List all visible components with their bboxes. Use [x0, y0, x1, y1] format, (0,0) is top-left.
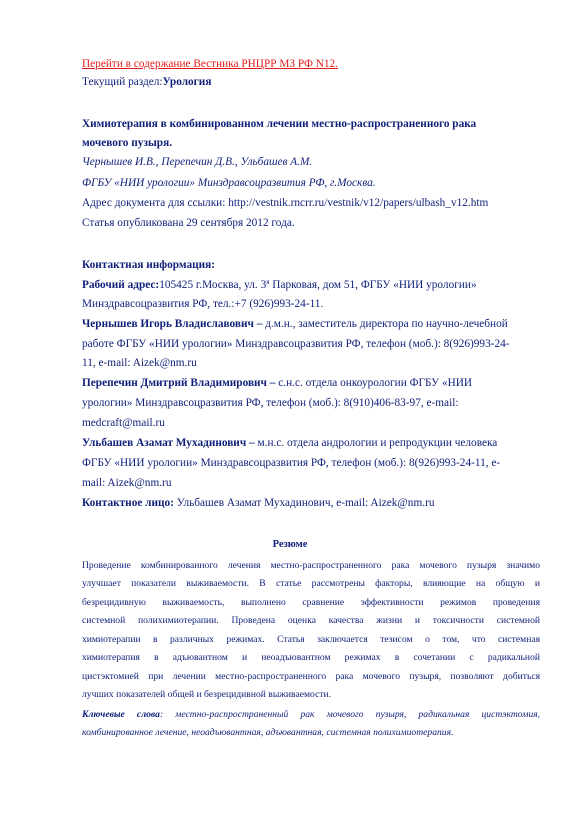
abstract-line: химиотерапии в различных режимах. Статья заключается тезисом о том, что системная: [82, 634, 540, 645]
person-1-line-3: 11, e-mail: Aizek@nm.ru: [82, 357, 197, 369]
abstract-line: лучших показателей общей и безрецидивной выживаемости.: [82, 689, 332, 700]
person-2-line-2: урологии» Минздравсоцразвития РФ, телефон (моб.): 8(910)406-83-97, e-mail:: [82, 397, 459, 409]
work-address-sup: я: [266, 278, 270, 286]
work-address-line-1: [82, 278, 477, 292]
person-1-name: Чернышев Игорь Владиславович –: [82, 318, 263, 330]
contact-person-text: Ульбашев Азамат Мухадинович, e-mail: Aizek@nm.ru: [173, 497, 435, 509]
abstract-line: химиотерапия в адъювантном и неоадъювантном режимах в сочетании с радикальной: [82, 652, 540, 663]
work-address-text-2: Парковая, дом 51, ФГБУ «НИИ урологии»: [269, 279, 477, 291]
person-1-role: д.м.н., заместитель директора по научно-лечебной: [262, 318, 508, 330]
person-1-line-2: работе ФГБУ «НИИ урологии» Минздравсоцразвития РФ, телефон (моб.): 8(926)993-24-: [82, 338, 510, 350]
article-authors: Чернышев И.В., Перепечин Д.В., Ульбашев А.М.: [82, 156, 313, 168]
article-title-line-1: Химиотерапия в комбинированном лечении местно-распространенного рака: [82, 118, 477, 130]
abstract-line: улучшает показатели выживаемости. В статье рассмотрены факторы, влияющие на общую и: [82, 578, 540, 589]
abstract-heading: Резюме: [272, 539, 308, 550]
work-address-text: 105425 г.Москва, ул. 3: [159, 279, 267, 291]
abstract-line: цистэктомией при лечении местно-распространенного рака мочевого пузыря, позволяют добиться: [82, 671, 540, 682]
abstract-line: системной полихимиотерапии. Проведена оценка качества жизни и токсичности системной: [82, 615, 540, 626]
document-address: Адрес документа для ссылки: http://vestnik.rncrr.ru/vestnik/v12/papers/ulbash_v12.htm: [82, 197, 489, 209]
current-section: [82, 75, 211, 89]
abstract-line: безрецидивную выживаемость, выполнено сравнение эффективности режимов проведения: [82, 597, 540, 608]
contact-person-label: Контактное лицо:: [82, 497, 174, 509]
contacts-heading: Контактная информация:: [82, 259, 216, 271]
contact-person: [82, 496, 434, 510]
article-affiliation: ФГБУ «НИИ урологии» Минздравсоцразвития РФ, г.Москва.: [82, 177, 376, 189]
work-address-label: Рабочий адрес:: [82, 279, 160, 291]
person-2-role: с.н.с. отдела онкоурологии ФГБУ «НИИ: [275, 377, 473, 389]
publication-date: Статья опубликована 29 сентября 2012 года.: [82, 217, 295, 229]
toc-link-line: [82, 57, 338, 71]
person-1-line-1: [82, 317, 508, 331]
keywords-text: : местно-распространенный рак мочевого пузыря, радикальная цистэктомия,: [159, 709, 540, 720]
article-title-line-2: мочевого пузыря.: [82, 137, 173, 149]
section-prefix: Текущий раздел:: [82, 76, 163, 88]
work-address-line-2: Минздравсоцразвития РФ, тел.:+7 (926)993-24-11.: [82, 298, 324, 310]
person-3-line-1: [82, 436, 497, 450]
section-name: Урология: [162, 76, 212, 88]
person-3-role: м.н.с. отдела андрологии и репродукции человека: [254, 437, 498, 449]
toc-link[interactable]: Перейти в содержание Вестника РНЦРР МЗ РФ N12.: [82, 58, 339, 70]
person-2-line-3: medcraft@mail.ru: [82, 417, 165, 429]
person-3-name: Ульбашев Азамат Мухадинович –: [82, 437, 255, 449]
keywords-line-2: комбинированное лечение, неоадъювантная, адъювантная, системная полихимиотерапия.: [82, 727, 454, 738]
person-3-line-2: ФГБУ «НИИ урологии» Минздравсоцразвития РФ, телефон (моб.): 8(926)993-24-11, e-: [82, 457, 501, 469]
person-3-line-3: mail: Aizek@nm.ru: [82, 477, 172, 489]
person-2-line-1: [82, 376, 472, 390]
keywords-label: Ключевые слова: [82, 709, 160, 720]
person-2-name: Перепечин Дмитрий Владимирович –: [82, 377, 276, 389]
abstract-line: Проведение комбинированного лечения местно-распространенного рака мочевого пузыря значимо: [82, 560, 540, 571]
keywords-line-1: [82, 708, 540, 721]
